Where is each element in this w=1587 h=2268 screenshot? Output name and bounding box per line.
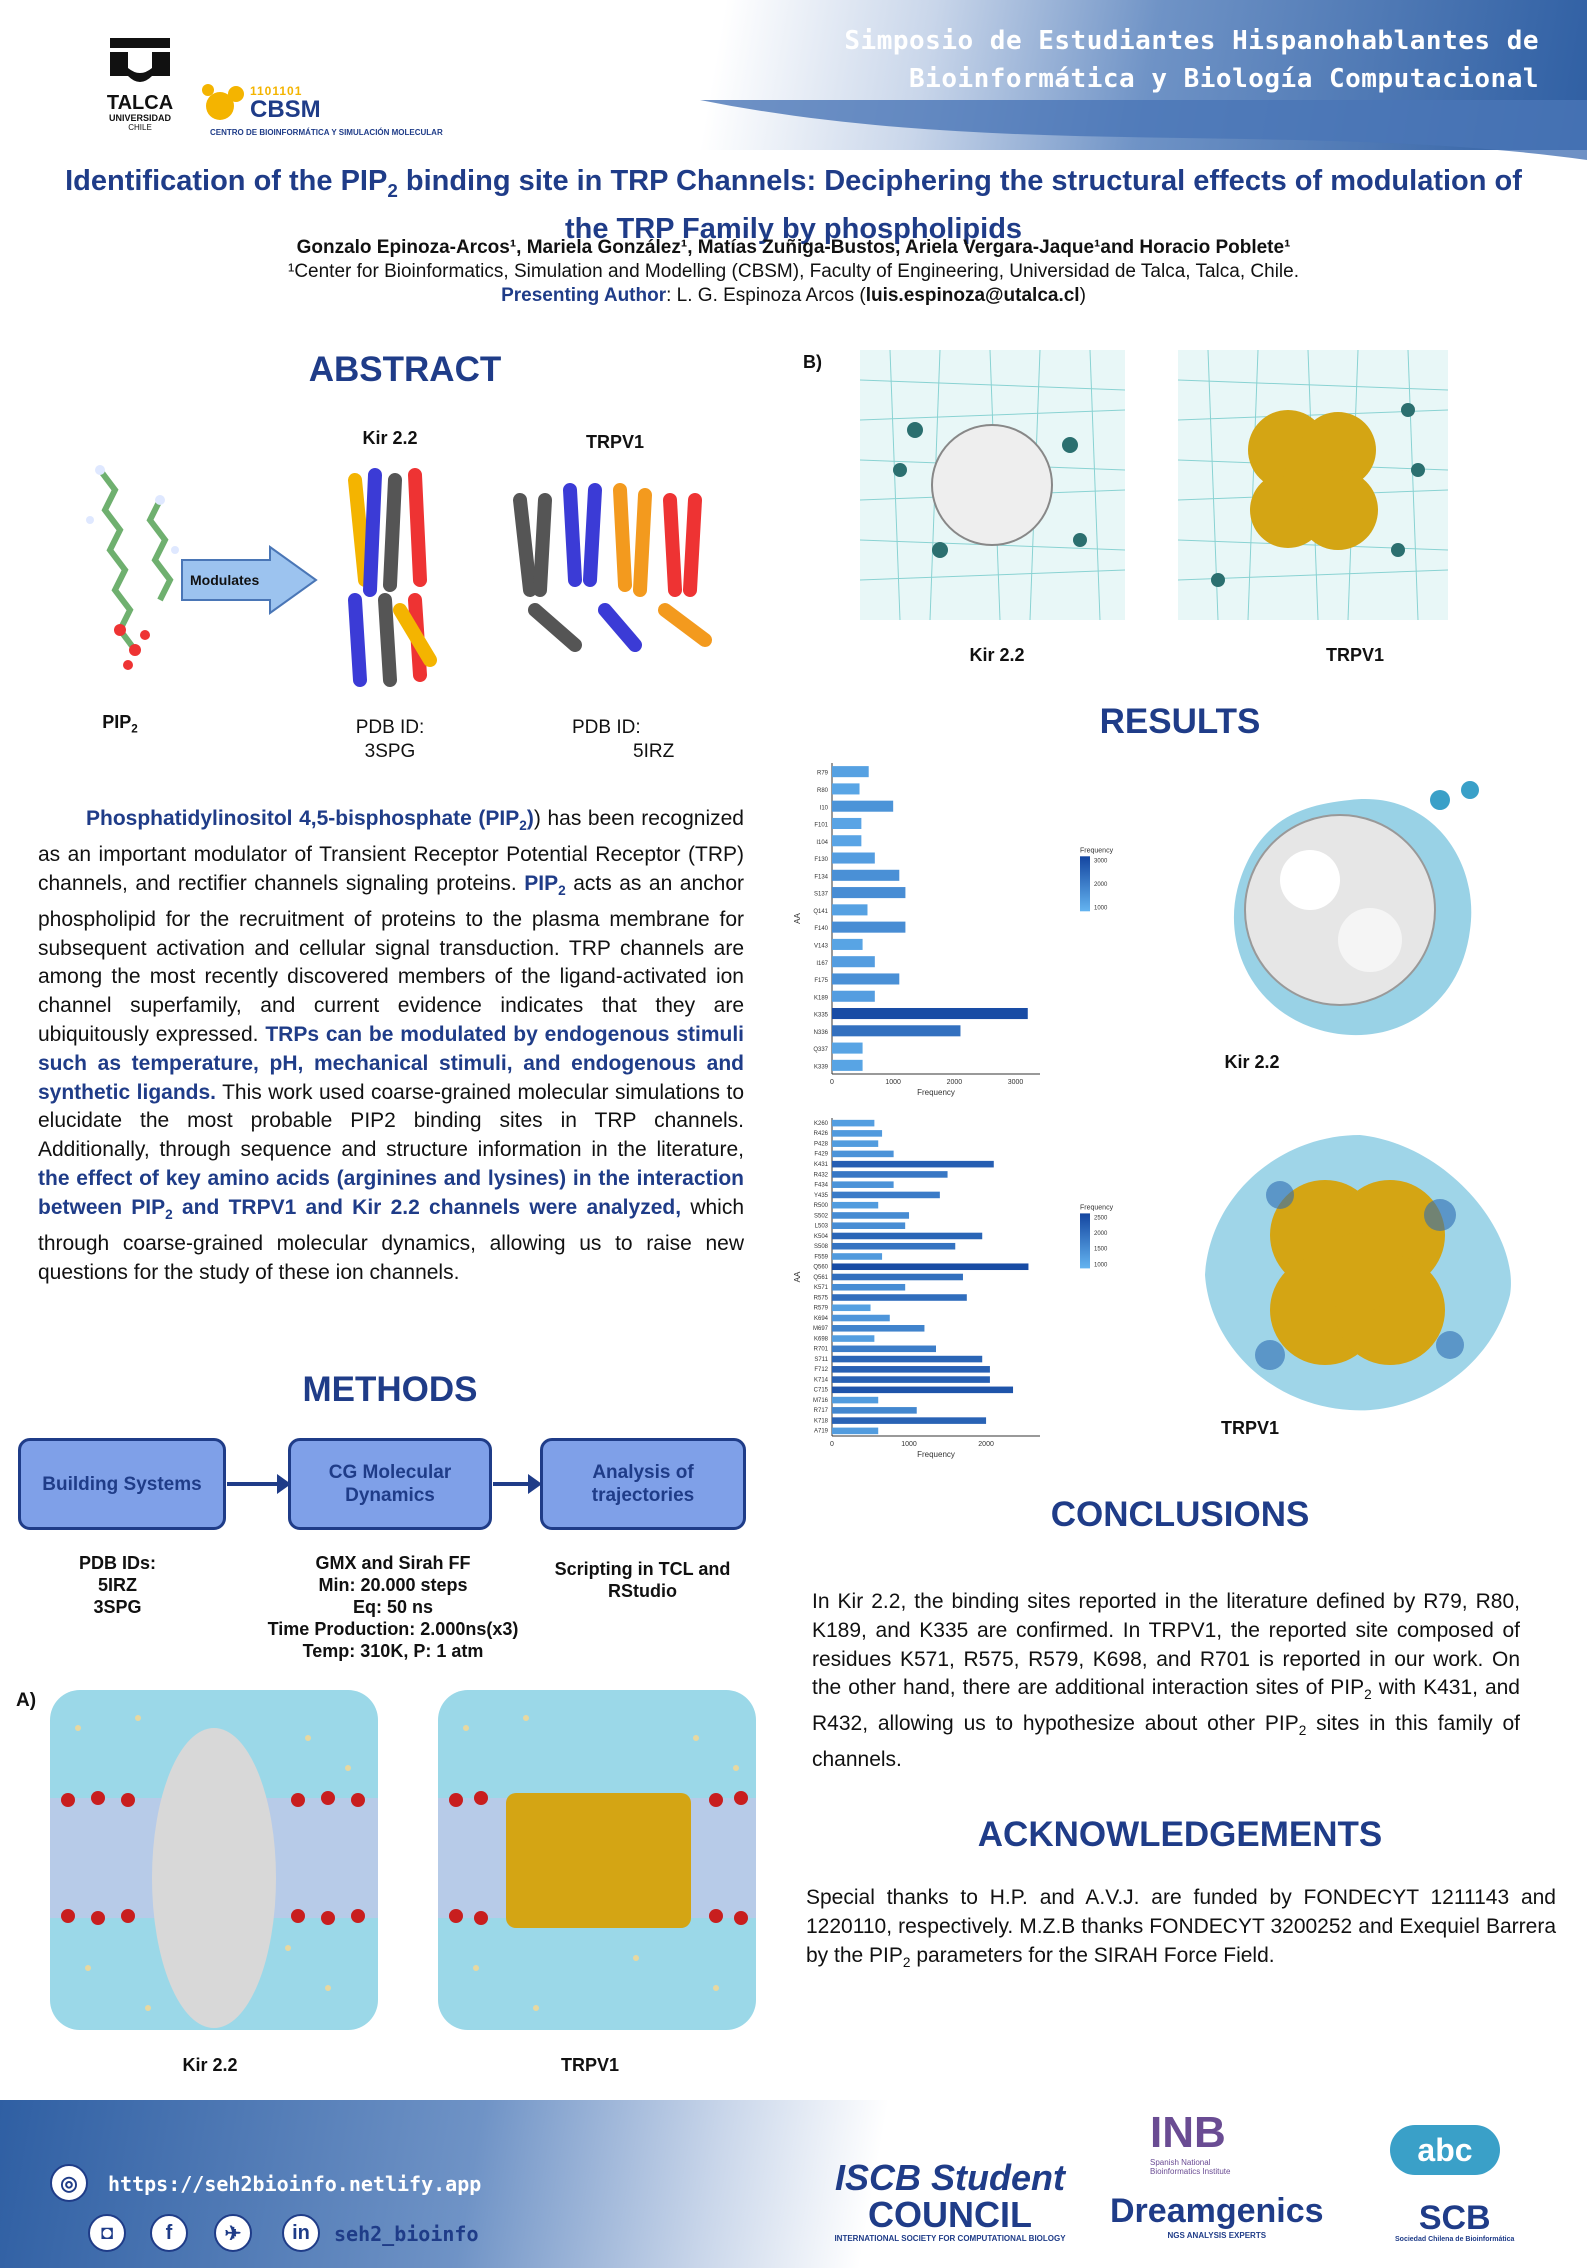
symposium-line-1: Simposio de Estudiantes Hispanohablantes de	[844, 26, 1539, 56]
chart-bar	[832, 1428, 878, 1435]
chart-bar	[832, 1397, 878, 1404]
panel-a-label: A)	[16, 1690, 37, 1711]
cbsm-name: CBSM	[250, 96, 321, 123]
chart-x-tick: 1000	[885, 1079, 901, 1086]
method-note1-l1: PDB IDs:	[78, 1553, 156, 1573]
symposium-title	[844, 22, 1539, 98]
chart-tick-label: F434	[814, 1182, 828, 1189]
chart-tick-label: F429	[814, 1151, 828, 1158]
legend-tick: 2500	[1094, 1215, 1108, 1222]
chart-bar	[832, 1025, 960, 1036]
inb-sub: Spanish National Bioinformatics Institute	[1150, 2158, 1231, 2176]
trpv1-frequency-chart	[790, 1110, 1170, 1462]
topview-kir-label: Kir 2.2	[969, 645, 1025, 665]
chart-bar	[832, 1181, 894, 1188]
talca-logo-country: CHILE	[128, 123, 152, 132]
binding-kir-image	[1210, 770, 1490, 1055]
method-note3-l2: RStudio	[608, 1581, 677, 1601]
method-note2-l4: Time Production: 2.000ns(x3)	[267, 1619, 519, 1639]
chart-y-label: AA	[793, 1271, 802, 1283]
footer-handle[interactable]: seh2_bioinfo	[334, 2222, 479, 2246]
chart-bar	[832, 1151, 894, 1158]
chart-tick-label: F559	[814, 1254, 828, 1261]
chart-tick-label: M697	[812, 1326, 828, 1333]
presenting-label: Presenting Author	[501, 285, 667, 306]
abstract-heading: ABSTRACT	[308, 350, 502, 389]
chart-tick-label: K718	[813, 1418, 828, 1425]
trpv1-label-top: TRPV1	[585, 432, 645, 452]
method-note-md	[258, 1552, 528, 1662]
method-note2-l5: Temp: 310K, P: 1 atm	[302, 1641, 484, 1661]
legend-colorbar	[1080, 856, 1090, 911]
chart-tick-label: R701	[813, 1346, 828, 1353]
cbsm-logo	[200, 78, 443, 137]
chart-tick-label: Y435	[813, 1192, 828, 1199]
method-arrow-1	[227, 1482, 287, 1486]
chart-tick-label: S502	[813, 1213, 828, 1220]
symposium-line-2: Bioinformática y Biología Computacional	[909, 64, 1539, 94]
pdb-kir	[330, 716, 450, 764]
chart-x-tick: 2000	[946, 1079, 963, 1086]
chart-tick-label: K571	[813, 1285, 828, 1292]
pip2-molecule-image	[60, 450, 200, 680]
talca-logo-text: TALCA	[106, 92, 174, 114]
abstract-p2: ) has been recognized as an important modulator of Transient Receptor Potential Receptor (TRP) channels, and rectifier channels signaling proteins.	[38, 807, 744, 895]
chart-tick-label: R717	[813, 1408, 828, 1415]
chart-bar	[832, 1274, 963, 1281]
pdb-trpv1	[560, 716, 700, 764]
chart-bar	[832, 956, 875, 967]
poster-title	[40, 162, 1547, 248]
chart-bar	[832, 1376, 990, 1383]
chart-tick-label: K504	[813, 1233, 828, 1240]
chart-bar	[832, 870, 899, 881]
acknowledgements-text: Special thanks to H.P. and A.V.J. are funded by FONDECYT 1211143 and 1220110, respectively. M.Z.B thanks FONDECYT 3200252 and Exequiel Barrera by the $PIP_2$ parameters for the SIRAH Force Field.	[806, 1886, 1556, 1970]
method-note-scripting	[545, 1558, 740, 1602]
trpv1-structure-image	[505, 460, 735, 660]
chart-bar	[832, 1356, 982, 1363]
chart-bar	[832, 835, 861, 846]
instagram-icon[interactable]: ◘	[88, 2214, 126, 2252]
chart-tick-label: F140	[814, 926, 828, 933]
chart-x-tick: 2000	[978, 1441, 994, 1448]
method-box-building: Building Systems	[18, 1438, 226, 1530]
title-line2: the TRP Family by phospholipids	[564, 212, 1023, 245]
chart-x-tick: 3000	[1007, 1079, 1024, 1086]
abstract-text: Phosphatidylinositol 4,5-bisphosphate $(PIP_2)$) has been recognized as an important modulator of Transient Receptor Potential Receptor (TRP) channels, and rectifier channels signaling proteins. $PIP_2$ acts as an anchor phospholipid for the recruitment of proteins to the plasma membrane for subsequent activation and cellular signal transduction. TRP channels are among the most recently discovered members of the ligand-activated ion channel superfamily, and current evidence indicates that they are ubiquitously expressed. TRPs can be modulated by endogenous stimuli such as temperature, pH, mechanical stimuli, and endogenous and synthetic ligands. This work used coarse-grained molecular simulations to elucidate the most probable PIP2 binding sites in TRP channels. Additionally, through sequence and structure information in the literature, the effect of key amino acids (arginines and lysines) in the interaction between $PIP_2$ and TRPV1 and Kir 2.2 channels were analyzed, which through coarse-grained molecular dynamics, allowing us to raise new questions for the study of these ion channels.	[38, 807, 745, 1284]
conclusions-heading: CONCLUSIONS	[1050, 1495, 1310, 1534]
chart-tick-label: F712	[814, 1367, 828, 1374]
chart-bar	[832, 1043, 863, 1054]
chart-bar	[832, 801, 893, 812]
legend-tick: 2000	[1094, 1231, 1108, 1238]
binding-kir-label: Kir 2.2	[1224, 1052, 1280, 1072]
presenting-name: : L. G. Espinoza Arcos (	[666, 285, 866, 306]
title-line1-post: binding site in TRP Channels: Deciphering the structural effects of modulation of	[397, 165, 1522, 197]
chart-tick-label: K431	[813, 1162, 828, 1169]
acknowledgements-t1: Special thanks to H.P. and A.V.J. are funded by FONDECYT 1211143 and 1220110, respectively. M.Z.B thanks FONDECYT 3200252 and Exequiel Barrera by the PIP	[806, 1886, 1556, 1967]
chart-tick-label: F175	[814, 978, 828, 985]
authors-block	[40, 236, 1547, 308]
chart-bar	[832, 973, 899, 984]
conclusions-t3: sites in this family of channels.	[812, 1712, 1520, 1772]
chart-tick-label: R432	[813, 1172, 828, 1179]
title-line1-pre: Identification of the PIP	[65, 165, 388, 197]
chart-bar	[832, 1253, 882, 1260]
chart-bar	[832, 1387, 1013, 1394]
pip2-sub: 2	[131, 722, 138, 736]
pdb-id-1: 3SPG	[364, 741, 416, 762]
pdb-label-1: PDB ID:	[355, 717, 425, 738]
chart-bar	[832, 1171, 948, 1178]
method-note2-l1: GMX and Sirah FF	[315, 1553, 471, 1573]
chart-tick-label: S508	[813, 1244, 828, 1251]
modulates-label: Modulates	[190, 572, 260, 588]
binding-trpv1-label: TRPV1	[1220, 1418, 1280, 1438]
chart-y-label: AA	[793, 913, 802, 924]
method-note1-l3: 3SPG	[93, 1597, 142, 1617]
chart-tick-label: K714	[813, 1377, 828, 1384]
abstract-p1-close: )	[526, 807, 534, 830]
chart-tick-label: Q560	[813, 1264, 828, 1271]
universidad-talca-logo	[95, 38, 185, 132]
abstract-p5: TRPs can be modulated by endogenous stimuli such as temperature, pH, mechanical stimuli, and endogenous and synthetic ligands.	[38, 1022, 744, 1104]
chart-tick-label: I104	[816, 839, 828, 846]
talca-shield-icon	[105, 38, 175, 88]
chart-bar	[832, 1263, 1028, 1270]
sim-box-trpv1-image	[436, 1688, 758, 2033]
scb-logo	[1395, 2200, 1514, 2243]
binding-trpv1-image	[1190, 1125, 1530, 1420]
chart-tick-label: R426	[813, 1131, 828, 1138]
presenting-author	[40, 284, 1547, 308]
chart-bar	[832, 1346, 936, 1353]
pip2-text: PIP	[102, 712, 132, 732]
chart-bar	[832, 1060, 863, 1071]
acknowledgements-t2: parameters for the SIRAH Force Field.	[910, 1943, 1275, 1967]
chart-bar	[832, 1161, 994, 1168]
method-box-cgmd: CG Molecular Dynamics	[288, 1438, 492, 1530]
chart-tick-label: R579	[813, 1305, 828, 1312]
chart-bar	[832, 1243, 955, 1250]
pip2-label	[80, 712, 160, 736]
pdb-id-2: 5IRZ	[633, 741, 675, 762]
linkedin-icon[interactable]: in	[282, 2214, 320, 2252]
chart-bar	[832, 1315, 890, 1322]
chart-tick-label: A719	[813, 1428, 828, 1435]
chart-bar	[832, 1120, 874, 1127]
cbsm-bubbles-icon	[200, 78, 250, 128]
chart-tick-label: R80	[816, 788, 828, 795]
affiliation: ¹Center for Bioinformatics, Simulation and Modelling (CBSM), Faculty of Engineering, Universidad de Talca, Talca, Chile.	[288, 261, 1299, 282]
iscb-council: COUNCIL	[868, 2194, 1032, 2235]
chart-tick-label: S137	[813, 891, 828, 898]
chart-bar	[832, 1130, 882, 1137]
chart-tick-label: R79	[816, 770, 828, 777]
globe-icon[interactable]: ◎	[50, 2164, 88, 2202]
chart-tick-label: Q561	[813, 1274, 828, 1281]
chart-bar	[832, 991, 875, 1002]
author-list: Gonzalo Epinoza-Arcos¹, Mariela González¹, Matías Zuñiga-Bustos, Ariela Vergara-Jaque¹and Horacio Poblete¹	[296, 237, 1291, 258]
abstract-p9: which through coarse-grained molecular dynamics, allowing us to raise new questions for the study of these ion channels.	[38, 1195, 745, 1284]
chart-tick-label: F130	[814, 857, 828, 864]
legend-title: Frequency	[1080, 1204, 1114, 1212]
chart-bar	[832, 1140, 878, 1147]
iscb-student-council-logo	[825, 2157, 1075, 2243]
method-note2-l2: Min: 20.000 steps	[318, 1575, 468, 1595]
iscb-top: ISCB Student	[835, 2157, 1065, 2198]
chart-x-label: Frequency	[917, 1088, 955, 1097]
chart-tick-label: I10	[819, 805, 828, 812]
twitter-icon[interactable]: ✈	[214, 2214, 252, 2252]
abstract-p1: Phosphatidylinositol 4,5-bisphosphate (PIP	[86, 807, 520, 830]
chart-tick-label: L503	[814, 1223, 828, 1230]
chart-x-tick: 0	[830, 1079, 834, 1086]
chart-tick-label: R500	[813, 1203, 828, 1210]
chart-bar	[832, 1304, 871, 1311]
chart-bar	[832, 766, 869, 777]
topview-trpv1-label: TRPV1	[1325, 645, 1385, 665]
chart-bar	[832, 887, 905, 898]
chart-bar	[832, 1202, 878, 1209]
chart-bar	[832, 1335, 874, 1342]
chart-tick-label: S711	[814, 1356, 828, 1363]
chart-bar	[832, 852, 875, 863]
kir-label-top: Kir 2.2	[362, 428, 418, 448]
chart-bar	[832, 1407, 917, 1414]
chart-tick-label: P428	[813, 1141, 828, 1148]
chart-tick-label: C715	[813, 1387, 828, 1394]
method-note2-l3: Eq: 50 ns	[352, 1597, 434, 1617]
inb-text: INB	[1150, 2108, 1226, 2157]
chart-bar	[832, 922, 905, 933]
chart-bar	[832, 1212, 909, 1219]
acknowledgements-heading: ACKNOWLEDGEMENTS	[977, 1815, 1383, 1854]
dreamgenics-text: Dreamgenics	[1110, 2192, 1324, 2230]
chart-tick-label: F134	[814, 874, 828, 881]
chart-tick-label: R575	[813, 1295, 828, 1302]
title-line1-sub: 2	[387, 179, 398, 201]
results-heading: RESULTS	[1099, 702, 1261, 741]
method-box-analysis: Analysis of trajectories	[540, 1438, 746, 1530]
chart-bar	[832, 1192, 940, 1199]
presenting-email[interactable]: luis.espinoza@utalca.cl	[865, 285, 1080, 306]
conclusions-t1: In Kir 2.2, the binding sites reported in the literature defined by R79, R80, K189, and K335 are confirmed. In TRPV1, the reported site composed of residues K571, R575, R579, K698, and R701 is reported in our work. On the other hand, there are additional interaction sites of PIP	[812, 1590, 1520, 1700]
chart-bar	[832, 1417, 986, 1424]
method-note3-l1: Scripting in TCL and	[554, 1559, 731, 1579]
conclusions-text: In Kir 2.2, the binding sites reported in the literature defined by R79, R80, K189, and K335 are confirmed. In TRPV1, the reported site composed of residues K571, R575, R579, K698, and R701 is reported in our work. On the other hand, there are additional interaction sites of $PIP_2$ with K431, and R432, allowing us to hypothesize about other $PIP_2$ sites in this family of channels.	[812, 1590, 1520, 1772]
chart-bar	[832, 904, 867, 915]
abstract-p6: This work used coarse-grained molecular simulations to elucidate the most probable PIP2 binding sites in TRP channels. Additionally, through sequence and structure information in the literature,	[38, 1080, 744, 1162]
abc-logo: abc	[1390, 2125, 1500, 2175]
chart-tick-label: K694	[813, 1315, 828, 1322]
presenting-close: )	[1079, 285, 1086, 306]
chart-bar	[832, 818, 861, 829]
chart-tick-label: Q141	[813, 908, 828, 915]
chart-tick-label: V143	[813, 943, 828, 950]
methods-heading: METHODS	[302, 1370, 478, 1409]
topview-trpv1-image	[1178, 350, 1448, 620]
abstract-p7: the effect of key amino acids (arginines and lysines) in the interaction between PIP	[38, 1166, 744, 1219]
chart-tick-label: N336	[813, 1029, 828, 1036]
chart-bar	[832, 939, 863, 950]
iscb-sub: INTERNATIONAL SOCIETY FOR COMPUTATIONAL BIOLOGY	[834, 2234, 1066, 2243]
abstract-p3: PIP	[524, 871, 559, 895]
dreamgenics-sub: NGS ANALYSIS EXPERTS	[1167, 2231, 1267, 2240]
chart-bar	[832, 1233, 982, 1240]
method-note-pdb	[40, 1552, 195, 1618]
chart-tick-label: M716	[812, 1397, 828, 1404]
chart-tick-label: K339	[813, 1064, 828, 1071]
chart-bar	[832, 1284, 905, 1291]
inb-logo	[1150, 2108, 1250, 2176]
sim-box-kir-image	[48, 1688, 380, 2033]
footer-url[interactable]: https://seh2bioinfo.netlify.app	[108, 2172, 482, 2196]
sim-trpv1-label: TRPV1	[560, 2055, 620, 2075]
legend-title: Frequency	[1080, 847, 1114, 855]
chart-bar	[832, 1325, 924, 1332]
topview-kir-image	[860, 350, 1125, 620]
chart-bar	[832, 1366, 990, 1373]
chart-bar	[832, 1008, 1028, 1019]
scb-text: SCB	[1418, 2199, 1491, 2237]
dreamgenics-logo	[1110, 2192, 1324, 2240]
chart-bar	[832, 1294, 967, 1301]
kir-frequency-chart	[790, 755, 1170, 1100]
chart-tick-label: Q337	[813, 1047, 828, 1054]
legend-colorbar	[1080, 1213, 1090, 1268]
abstract-p8: and TRPV1 and Kir 2.2 channels were analyzed,	[172, 1195, 682, 1219]
conclusions-t2: with K431, and R432, allowing us to hypothesize about other PIP	[812, 1676, 1520, 1736]
chart-tick-label: K335	[813, 1012, 828, 1019]
chart-tick-label: F101	[814, 822, 828, 829]
panel-b-label: B)	[803, 352, 822, 372]
legend-tick: 1500	[1094, 1246, 1108, 1253]
method-note1-l2: 5IRZ	[97, 1575, 137, 1595]
pdb-label-2: PDB ID:	[572, 717, 641, 738]
chart-tick-label: I167	[816, 960, 828, 967]
sim-kir-label: Kir 2.2	[182, 2055, 238, 2075]
chart-x-tick: 1000	[901, 1441, 917, 1448]
kir-structure-image	[335, 460, 445, 690]
cbsm-subtitle: CENTRO DE BIOINFORMÁTICA Y SIMULACIÓN MOLECULAR	[210, 128, 443, 137]
chart-tick-label: K189	[813, 995, 828, 1002]
method-arrow-2	[493, 1482, 538, 1486]
facebook-icon[interactable]: f	[150, 2214, 188, 2252]
legend-tick: 1000	[1094, 1262, 1108, 1269]
scb-sub: Sociedad Chilena de Bioinformática	[1395, 2236, 1515, 2243]
abstract-p4: acts as an anchor phospholipid for the recruitment of proteins to the plasma membrane for subsequent activation and cellular signal transduction. TRP channels are among the most recently discovered members of the ligand-activated ion channel superfamily, and current evidence indicates that they are ubiquitously expressed.	[38, 871, 744, 1046]
chart-tick-label: K698	[813, 1336, 828, 1343]
legend-tick: 2000	[1094, 881, 1108, 888]
legend-tick: 3000	[1094, 858, 1108, 865]
chart-x-label: Frequency	[917, 1450, 955, 1459]
chart-bar	[832, 783, 860, 794]
chart-x-tick: 0	[830, 1441, 834, 1448]
legend-tick: 1000	[1094, 905, 1108, 912]
talca-logo-sub: UNIVERSIDAD	[108, 113, 171, 123]
cbsm-binary: 1101101	[250, 84, 303, 98]
chart-bar	[832, 1222, 905, 1229]
chart-tick-label: K260	[813, 1120, 828, 1127]
